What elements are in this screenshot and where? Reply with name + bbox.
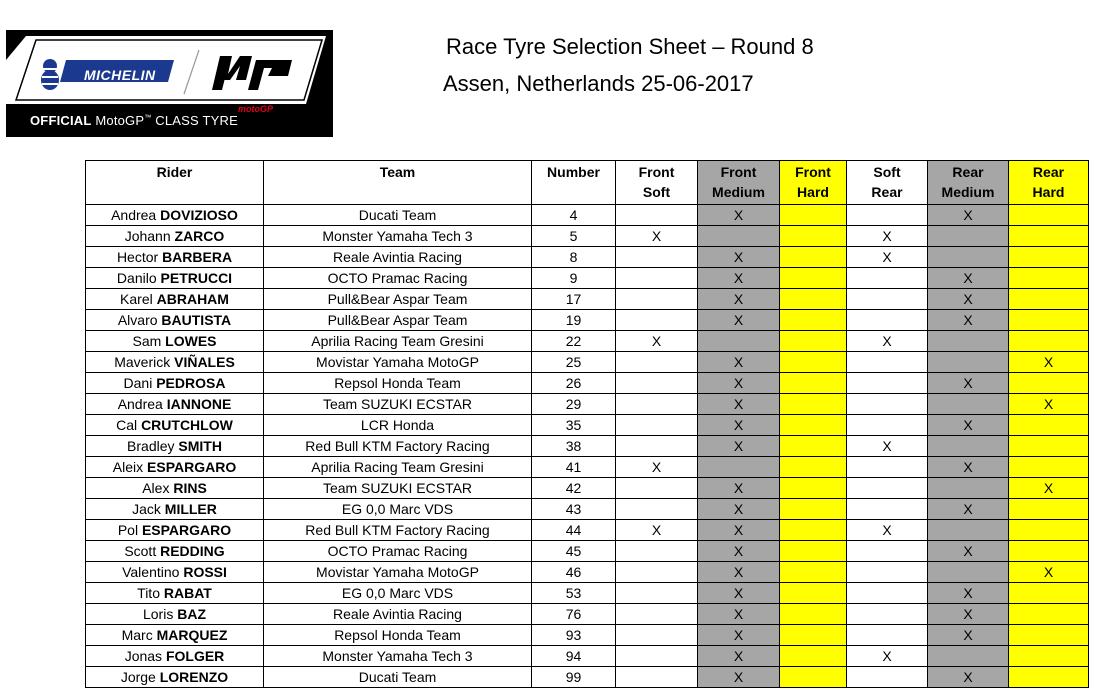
tyre-cell-fh <box>780 268 847 289</box>
tyre-cell-fh <box>780 247 847 268</box>
number-cell: 4 <box>532 205 616 226</box>
tyre-cell-sr <box>847 289 928 310</box>
tyre-cell-sr <box>847 268 928 289</box>
tyre-cell-fm: X <box>698 541 780 562</box>
tyre-cell-rm: X <box>928 457 1009 478</box>
number-cell: 26 <box>532 373 616 394</box>
tyre-cell-fh <box>780 310 847 331</box>
tyre-cell-sr <box>847 205 928 226</box>
tyre-cell-fm: X <box>698 667 780 688</box>
rider-first-name: Dani <box>123 375 153 391</box>
rider-cell <box>86 415 264 436</box>
team-cell: OCTO Pramac Racing <box>264 541 532 562</box>
tyre-cell-fm: X <box>698 394 780 415</box>
tyre-cell-rh <box>1009 331 1089 352</box>
number-cell: 8 <box>532 247 616 268</box>
tyre-cell-fs <box>616 394 698 415</box>
tyre-cell-rm <box>928 331 1009 352</box>
team-cell: Aprilia Racing Team Gresini <box>264 457 532 478</box>
rider-cell <box>86 478 264 499</box>
team-cell: Monster Yamaha Tech 3 <box>264 226 532 247</box>
rider-first-name: Johann <box>124 228 171 244</box>
tyre-cell-fm: X <box>698 562 780 583</box>
number-cell: 38 <box>532 436 616 457</box>
tagline-trademark: ™ <box>144 114 152 122</box>
rider-cell <box>86 394 264 415</box>
rider-last-name: IANNONE <box>166 396 232 412</box>
rider-last-name: ROSSI <box>183 564 227 580</box>
table-row <box>86 289 1089 310</box>
rider-cell <box>86 352 264 373</box>
rider-last-name: PEDROSA <box>156 375 226 391</box>
tyre-cell-rm <box>928 562 1009 583</box>
tyre-cell-rh <box>1009 415 1089 436</box>
rider-last-name: CRUTCHLOW <box>141 417 233 433</box>
rider-first-name: Hector <box>116 249 159 265</box>
team-cell: EG 0,0 Marc VDS <box>264 499 532 520</box>
rider-cell <box>86 310 264 331</box>
tyre-cell-fs <box>616 625 698 646</box>
team-cell: Reale Avintia Racing <box>264 247 532 268</box>
tyre-cell-fh <box>780 457 847 478</box>
tyre-cell-fm: X <box>698 625 780 646</box>
sheet-title: Race Tyre Selection Sheet – Round 8 <box>446 34 814 59</box>
tyre-cell-rh <box>1009 646 1089 667</box>
tyre-cell-fs <box>616 436 698 457</box>
team-cell: Repsol Honda Team <box>264 373 532 394</box>
tyre-cell-rh <box>1009 604 1089 625</box>
number-cell: 9 <box>532 268 616 289</box>
table-row <box>86 331 1089 352</box>
number-cell: 17 <box>532 289 616 310</box>
tyre-cell-fm <box>698 226 780 247</box>
rider-first-name: Sam <box>132 333 162 349</box>
tyre-cell-rh: X <box>1009 478 1089 499</box>
team-cell: LCR Honda <box>264 415 532 436</box>
header-rider: Rider <box>86 161 264 205</box>
tyre-cell-fs: X <box>616 331 698 352</box>
team-cell: Aprilia Racing Team Gresini <box>264 331 532 352</box>
rider-cell <box>86 436 264 457</box>
tyre-cell-rm <box>928 226 1009 247</box>
rider-last-name: ESPARGARO <box>141 522 232 538</box>
number-cell: 99 <box>532 667 616 688</box>
tagline-motogp: MotoGP <box>91 113 145 128</box>
rider-cell <box>86 667 264 688</box>
tyre-cell-rm: X <box>928 667 1009 688</box>
tyre-cell-fs <box>616 541 698 562</box>
rider-cell <box>86 205 264 226</box>
tyre-cell-rm: X <box>928 310 1009 331</box>
tyre-cell-fs <box>616 289 698 310</box>
tyre-cell-rm <box>928 436 1009 457</box>
tyre-cell-fm: X <box>698 289 780 310</box>
rider-cell <box>86 604 264 625</box>
tyre-cell-fh <box>780 583 847 604</box>
tyre-cell-fs: X <box>616 457 698 478</box>
tyre-cell-fh <box>780 373 847 394</box>
rider-cell <box>86 583 264 604</box>
rider-last-name: MARQUEZ <box>156 627 228 643</box>
number-cell: 53 <box>532 583 616 604</box>
rider-last-name: RINS <box>173 480 207 496</box>
tyre-cell-fh <box>780 289 847 310</box>
tyre-cell-sr: X <box>847 436 928 457</box>
table-row <box>86 226 1089 247</box>
team-cell: Team SUZUKI ECSTAR <box>264 478 532 499</box>
rider-last-name: RABAT <box>163 585 212 601</box>
team-cell: Pull&Bear Aspar Team <box>264 289 532 310</box>
team-cell: Team SUZUKI ECSTAR <box>264 394 532 415</box>
tyre-cell-rh <box>1009 436 1089 457</box>
table-row <box>86 562 1089 583</box>
tyre-cell-sr: X <box>847 247 928 268</box>
rider-last-name: VIÑALES <box>174 354 235 370</box>
rider-cell <box>86 562 264 583</box>
number-cell: 43 <box>532 499 616 520</box>
number-cell: 42 <box>532 478 616 499</box>
tyre-cell-rh <box>1009 310 1089 331</box>
rider-last-name: MILLER <box>164 501 217 517</box>
tyre-cell-fs <box>616 478 698 499</box>
tyre-cell-rm: X <box>928 268 1009 289</box>
tyre-cell-sr <box>847 457 928 478</box>
rider-last-name: LOWES <box>165 333 217 349</box>
tyre-cell-rh <box>1009 226 1089 247</box>
tyre-cell-fs <box>616 499 698 520</box>
tyre-cell-rh <box>1009 205 1089 226</box>
rider-first-name: Karel <box>120 291 153 307</box>
rider-cell <box>86 457 264 478</box>
number-cell: 19 <box>532 310 616 331</box>
table-row <box>86 478 1089 499</box>
rider-first-name: Danilo <box>116 270 157 286</box>
tyre-cell-fs: X <box>616 520 698 541</box>
rider-first-name: Cal <box>116 417 138 433</box>
header-front-medium: Front Medium <box>698 161 780 205</box>
tyre-cell-rm: X <box>928 205 1009 226</box>
tyre-cell-rm <box>928 352 1009 373</box>
rider-last-name: BARBERA <box>162 249 233 265</box>
tyre-cell-rh <box>1009 457 1089 478</box>
header-front-soft: Front Soft <box>616 161 698 205</box>
tyre-cell-fh <box>780 625 847 646</box>
rider-cell <box>86 520 264 541</box>
rider-first-name: Andrea <box>111 207 157 223</box>
tyre-cell-fm: X <box>698 604 780 625</box>
tyre-cell-fs <box>616 646 698 667</box>
table-row <box>86 583 1089 604</box>
table-row <box>86 373 1089 394</box>
tyre-cell-fh <box>780 415 847 436</box>
rider-cell <box>86 625 264 646</box>
tyre-cell-sr <box>847 667 928 688</box>
tyre-selection-table <box>85 160 1089 688</box>
table-row <box>86 394 1089 415</box>
tyre-cell-fm: X <box>698 520 780 541</box>
tyre-cell-fs <box>616 667 698 688</box>
tyre-cell-rm <box>928 478 1009 499</box>
number-cell: 45 <box>532 541 616 562</box>
table-row <box>86 352 1089 373</box>
header-number: Number <box>532 161 616 205</box>
rider-cell <box>86 247 264 268</box>
logo-tagline <box>30 113 238 128</box>
team-cell: OCTO Pramac Racing <box>264 268 532 289</box>
tyre-cell-sr <box>847 625 928 646</box>
tyre-cell-fh <box>780 331 847 352</box>
michelin-motogp-logo <box>6 30 333 137</box>
tyre-cell-rm <box>928 520 1009 541</box>
team-cell: Movistar Yamaha MotoGP <box>264 562 532 583</box>
tyre-cell-fm: X <box>698 247 780 268</box>
table-row <box>86 268 1089 289</box>
number-cell: 25 <box>532 352 616 373</box>
team-cell: Pull&Bear Aspar Team <box>264 310 532 331</box>
tyre-cell-fm: X <box>698 205 780 226</box>
tyre-cell-rh: X <box>1009 352 1089 373</box>
rider-first-name: Alvaro <box>117 312 158 328</box>
tyre-cell-fm: X <box>698 415 780 436</box>
tyre-cell-fs <box>616 247 698 268</box>
tyre-cell-rm: X <box>928 583 1009 604</box>
tyre-cell-rh <box>1009 667 1089 688</box>
tyre-cell-rh <box>1009 583 1089 604</box>
tyre-cell-fh <box>780 541 847 562</box>
tyre-cell-fh <box>780 436 847 457</box>
team-cell: Movistar Yamaha MotoGP <box>264 352 532 373</box>
number-cell: 76 <box>532 604 616 625</box>
rider-first-name: Bradley <box>127 438 175 454</box>
tyre-cell-rh <box>1009 520 1089 541</box>
number-cell: 44 <box>532 520 616 541</box>
tyre-cell-sr: X <box>847 646 928 667</box>
tyre-cell-rm: X <box>928 289 1009 310</box>
rider-cell <box>86 541 264 562</box>
rider-cell <box>86 226 264 247</box>
rider-first-name: Aleix <box>112 459 144 475</box>
team-cell: Ducati Team <box>264 667 532 688</box>
header-soft-rear: Soft Rear <box>847 161 928 205</box>
tyre-cell-rh <box>1009 289 1089 310</box>
tyre-cell-sr: X <box>847 331 928 352</box>
rider-first-name: Pol <box>117 522 139 538</box>
tyre-cell-fs <box>616 310 698 331</box>
rider-last-name: ABRAHAM <box>156 291 229 307</box>
rider-last-name: BAZ <box>177 606 207 622</box>
tyre-cell-sr <box>847 583 928 604</box>
tyre-cell-sr <box>847 394 928 415</box>
tyre-cell-fm: X <box>698 310 780 331</box>
rider-first-name: Alex <box>142 480 170 496</box>
tyre-cell-rm <box>928 247 1009 268</box>
tyre-cell-fm: X <box>698 268 780 289</box>
number-cell: 5 <box>532 226 616 247</box>
tyre-cell-fm: X <box>698 583 780 604</box>
tyre-cell-rh: X <box>1009 394 1089 415</box>
tyre-cell-sr <box>847 415 928 436</box>
number-cell: 35 <box>532 415 616 436</box>
rider-cell <box>86 289 264 310</box>
header-team: Team <box>264 161 532 205</box>
tyre-cell-fm: X <box>698 499 780 520</box>
rider-last-name: DOVIZIOSO <box>160 207 238 223</box>
tyre-cell-sr <box>847 352 928 373</box>
team-cell: Monster Yamaha Tech 3 <box>264 646 532 667</box>
tyre-cell-rm <box>928 646 1009 667</box>
rider-last-name: REDDING <box>160 543 225 559</box>
tyre-cell-rh <box>1009 499 1089 520</box>
tyre-cell-rm: X <box>928 625 1009 646</box>
team-cell: Red Bull KTM Factory Racing <box>264 436 532 457</box>
tyre-cell-fs <box>616 205 698 226</box>
tyre-cell-rh <box>1009 268 1089 289</box>
table-row <box>86 625 1089 646</box>
tyre-cell-sr: X <box>847 520 928 541</box>
table-row <box>86 646 1089 667</box>
rider-last-name: LORENZO <box>159 669 229 685</box>
number-cell: 46 <box>532 562 616 583</box>
tyre-cell-fh <box>780 604 847 625</box>
tyre-cell-fh <box>780 205 847 226</box>
tyre-cell-sr: X <box>847 226 928 247</box>
rider-last-name: SMITH <box>178 438 222 454</box>
table-row <box>86 205 1089 226</box>
number-cell: 22 <box>532 331 616 352</box>
rider-cell <box>86 646 264 667</box>
tyre-cell-rm: X <box>928 499 1009 520</box>
header-rear-hard: Rear Hard <box>1009 161 1089 205</box>
team-cell: Repsol Honda Team <box>264 625 532 646</box>
tyre-cell-sr <box>847 562 928 583</box>
tyre-cell-fs: X <box>616 226 698 247</box>
tyre-cell-rm: X <box>928 541 1009 562</box>
rider-last-name: ZARCO <box>174 228 225 244</box>
tyre-cell-rh <box>1009 373 1089 394</box>
rider-first-name: Jack <box>132 501 161 517</box>
tyre-cell-fm: X <box>698 646 780 667</box>
tyre-cell-rh <box>1009 625 1089 646</box>
tyre-cell-fs <box>616 415 698 436</box>
table-row <box>86 520 1089 541</box>
rider-cell <box>86 499 264 520</box>
rider-first-name: Valentino <box>122 564 180 580</box>
number-cell: 94 <box>532 646 616 667</box>
team-cell: Ducati Team <box>264 205 532 226</box>
tyre-cell-sr <box>847 499 928 520</box>
table-header-row <box>86 161 1089 205</box>
tyre-cell-fm: X <box>698 436 780 457</box>
rider-first-name: Jonas <box>124 648 163 664</box>
rider-last-name: ESPARGARO <box>147 459 237 475</box>
tyre-cell-fm: X <box>698 478 780 499</box>
tyre-cell-fs <box>616 583 698 604</box>
rider-first-name: Marc <box>121 627 153 643</box>
rider-first-name: Andrea <box>117 396 163 412</box>
rider-first-name: Scott <box>124 543 157 559</box>
rider-cell <box>86 331 264 352</box>
tyre-cell-sr <box>847 541 928 562</box>
team-cell: Red Bull KTM Factory Racing <box>264 520 532 541</box>
tyre-cell-fm: X <box>698 373 780 394</box>
tyre-cell-rh: X <box>1009 562 1089 583</box>
tyre-cell-fs <box>616 562 698 583</box>
table-row <box>86 541 1089 562</box>
header-front-hard: Front Hard <box>780 161 847 205</box>
tyre-cell-fh <box>780 478 847 499</box>
tyre-cell-fs <box>616 604 698 625</box>
rider-last-name: FOLGER <box>165 648 225 664</box>
tagline-official: OFFICIAL <box>30 113 92 128</box>
rider-first-name: Jorge <box>120 669 156 685</box>
tyre-cell-rm <box>928 394 1009 415</box>
rider-first-name: Tito <box>137 585 160 601</box>
tyre-cell-rm: X <box>928 373 1009 394</box>
rider-cell <box>86 373 264 394</box>
table-row <box>86 457 1089 478</box>
tyre-cell-sr <box>847 478 928 499</box>
tyre-cell-rm: X <box>928 604 1009 625</box>
table-row <box>86 247 1089 268</box>
header-rear-medium: Rear Medium <box>928 161 1009 205</box>
number-cell: 93 <box>532 625 616 646</box>
team-cell: Reale Avintia Racing <box>264 604 532 625</box>
tyre-cell-rm: X <box>928 415 1009 436</box>
tyre-cell-fs <box>616 268 698 289</box>
tyre-cell-sr <box>847 604 928 625</box>
table-row <box>86 499 1089 520</box>
tyre-cell-fm: X <box>698 352 780 373</box>
tyre-cell-fs <box>616 352 698 373</box>
tyre-cell-sr <box>847 373 928 394</box>
table-row <box>86 436 1089 457</box>
tyre-cell-fh <box>780 520 847 541</box>
tyre-cell-fh <box>780 394 847 415</box>
tyre-cell-sr <box>847 310 928 331</box>
tyre-cell-fh <box>780 226 847 247</box>
rider-cell <box>86 268 264 289</box>
table-row <box>86 667 1089 688</box>
team-cell: EG 0,0 Marc VDS <box>264 583 532 604</box>
tyre-cell-fm <box>698 457 780 478</box>
motogp-wordmark: motoGP <box>238 104 273 114</box>
tyre-cell-fh <box>780 667 847 688</box>
number-cell: 29 <box>532 394 616 415</box>
tyre-cell-fh <box>780 646 847 667</box>
rider-last-name: BAUTISTA <box>161 312 232 328</box>
tyre-cell-rh <box>1009 541 1089 562</box>
tyre-cell-fh <box>780 352 847 373</box>
tyre-cell-rh <box>1009 247 1089 268</box>
tyre-cell-fs <box>616 373 698 394</box>
sheet-subtitle: Assen, Netherlands 25-06-2017 <box>443 71 754 96</box>
table-row <box>86 415 1089 436</box>
tagline-class-tyre: CLASS TYRE <box>151 113 238 128</box>
number-cell: 41 <box>532 457 616 478</box>
tyre-cell-fm <box>698 331 780 352</box>
tyre-cell-fh <box>780 562 847 583</box>
rider-first-name: Maverick <box>114 354 171 370</box>
table-row <box>86 604 1089 625</box>
tyre-cell-fh <box>780 499 847 520</box>
table-row <box>86 310 1089 331</box>
rider-first-name: Loris <box>142 606 174 622</box>
rider-last-name: PETRUCCI <box>160 270 233 286</box>
michelin-wordmark: MICHELIN <box>84 67 156 83</box>
